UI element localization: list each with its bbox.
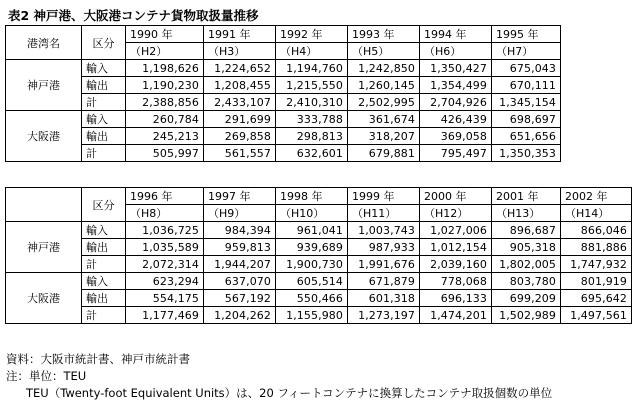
table-title: 表2 神戸港、大阪港コンテナ貨物取扱量推移: [8, 8, 259, 23]
value-cell: 369,058: [420, 128, 492, 145]
source-note: 資料：大阪市統計書、神戸市統計書: [6, 352, 190, 366]
value-cell: 939,689: [276, 239, 348, 256]
cargo-table-1990-1995: [5, 25, 561, 162]
table-row: [6, 77, 561, 94]
era-header: （H3）: [204, 43, 276, 60]
value-cell: 1,215,550: [276, 77, 348, 94]
header-port: 港湾名: [6, 26, 82, 60]
kind-cell: 輸入: [82, 60, 126, 77]
table-row: [6, 273, 632, 290]
value-cell: 1,242,850: [348, 60, 420, 77]
table-row: [6, 290, 632, 307]
value-cell: 1,350,353: [492, 145, 561, 162]
notes: [6, 351, 552, 402]
value-cell: 1,991,676: [348, 256, 420, 273]
teu-note: TEU（Twenty-foot Equivalent Units）は、20 フィートコンテナに換算したコンテナ取扱個数の単位: [26, 386, 553, 400]
value-cell: 567,192: [204, 290, 276, 307]
value-cell: 679,881: [348, 145, 420, 162]
value-cell: 1,802,005: [492, 256, 561, 273]
kind-cell: 輸出: [82, 128, 126, 145]
value-cell: 866,046: [561, 222, 632, 239]
value-cell: 1,474,201: [420, 307, 492, 324]
era-header: （H4）: [276, 43, 348, 60]
value-cell: 637,070: [204, 273, 276, 290]
table-row: [6, 111, 561, 128]
port-name-cell: 大阪港: [6, 111, 82, 162]
era-header: （H13）: [492, 205, 561, 222]
kind-cell: 輸入: [82, 222, 126, 239]
unit-note: 注：単位：TEU: [6, 369, 87, 383]
value-cell: 291,699: [204, 111, 276, 128]
value-cell: 1,012,154: [420, 239, 492, 256]
era-header: （H9）: [204, 205, 276, 222]
era-header: （H7）: [492, 43, 561, 60]
value-cell: 987,933: [348, 239, 420, 256]
value-cell: 2,388,856: [126, 94, 204, 111]
kind-cell: 輸出: [82, 77, 126, 94]
era-header: （H6）: [420, 43, 492, 60]
value-cell: 1,224,652: [204, 60, 276, 77]
value-cell: 778,068: [420, 273, 492, 290]
value-cell: 1,944,207: [204, 256, 276, 273]
table-row: [6, 307, 632, 324]
year-header: 1997 年: [204, 188, 276, 205]
era-header: （H10）: [276, 205, 348, 222]
value-cell: 2,433,107: [204, 94, 276, 111]
era-header: （H11）: [348, 205, 420, 222]
value-cell: 1,208,455: [204, 77, 276, 94]
value-cell: 1,194,760: [276, 60, 348, 77]
year-header: 2000 年: [420, 188, 492, 205]
value-cell: 1,204,262: [204, 307, 276, 324]
header-blank: [6, 188, 82, 222]
port-name-cell: 大阪港: [6, 273, 82, 324]
value-cell: 1,345,154: [492, 94, 561, 111]
value-cell: 269,858: [204, 128, 276, 145]
value-cell: 1,273,197: [348, 307, 420, 324]
table-row: [6, 60, 561, 77]
year-header: 1994 年: [420, 26, 492, 43]
value-cell: 905,318: [492, 239, 561, 256]
value-cell: 696,133: [420, 290, 492, 307]
value-cell: 1,035,589: [126, 239, 204, 256]
value-cell: 803,780: [492, 273, 561, 290]
value-cell: 554,175: [126, 290, 204, 307]
value-cell: 1,747,932: [561, 256, 632, 273]
kind-cell: 計: [82, 94, 126, 111]
value-cell: 1,900,730: [276, 256, 348, 273]
value-cell: 361,674: [348, 111, 420, 128]
port-name-cell: 神戸港: [6, 60, 82, 111]
value-cell: 605,514: [276, 273, 348, 290]
value-cell: 298,813: [276, 128, 348, 145]
year-header: 1995 年: [492, 26, 561, 43]
value-cell: 1,190,230: [126, 77, 204, 94]
value-cell: 550,466: [276, 290, 348, 307]
kind-cell: 輸出: [82, 290, 126, 307]
value-cell: 2,410,310: [276, 94, 348, 111]
header-kind: 区分: [82, 26, 126, 60]
table-row: [6, 145, 561, 162]
value-cell: 961,041: [276, 222, 348, 239]
value-cell: 1,003,743: [348, 222, 420, 239]
cargo-table-1996-2002: [5, 187, 632, 324]
year-header: 1990 年: [126, 26, 204, 43]
value-cell: 333,788: [276, 111, 348, 128]
year-header: 1991 年: [204, 26, 276, 43]
value-cell: 1,155,980: [276, 307, 348, 324]
value-cell: 601,318: [348, 290, 420, 307]
value-cell: 795,497: [420, 145, 492, 162]
era-header: （H8）: [126, 205, 204, 222]
value-cell: 623,294: [126, 273, 204, 290]
value-cell: 2,039,160: [420, 256, 492, 273]
table-row: [6, 222, 632, 239]
kind-cell: 計: [82, 145, 126, 162]
value-cell: 670,111: [492, 77, 561, 94]
year-header: 1996 年: [126, 188, 204, 205]
kind-cell: 輸入: [82, 273, 126, 290]
value-cell: 1,198,626: [126, 60, 204, 77]
value-cell: 1,350,427: [420, 60, 492, 77]
kind-cell: 計: [82, 256, 126, 273]
value-cell: 675,043: [492, 60, 561, 77]
port-name-cell: 神戸港: [6, 222, 82, 273]
kind-cell: 計: [82, 307, 126, 324]
table-row: [6, 94, 561, 111]
year-header: 1992 年: [276, 26, 348, 43]
value-cell: 896,687: [492, 222, 561, 239]
value-cell: 632,601: [276, 145, 348, 162]
value-cell: 426,439: [420, 111, 492, 128]
value-cell: 671,879: [348, 273, 420, 290]
value-cell: 1,497,561: [561, 307, 632, 324]
header-kind: 区分: [82, 188, 126, 222]
value-cell: 1,177,469: [126, 307, 204, 324]
year-header: 1999 年: [348, 188, 420, 205]
table-row: [6, 256, 632, 273]
era-header: （H2）: [126, 43, 204, 60]
value-cell: 318,207: [348, 128, 420, 145]
era-header: （H14）: [561, 205, 632, 222]
value-cell: 2,502,995: [348, 94, 420, 111]
value-cell: 699,209: [492, 290, 561, 307]
year-header: 2002 年: [561, 188, 632, 205]
value-cell: 695,642: [561, 290, 632, 307]
value-cell: 959,813: [204, 239, 276, 256]
value-cell: 2,704,926: [420, 94, 492, 111]
era-header: （H5）: [348, 43, 420, 60]
year-header: 1998 年: [276, 188, 348, 205]
value-cell: 1,036,725: [126, 222, 204, 239]
value-cell: 651,656: [492, 128, 561, 145]
kind-cell: 輸出: [82, 239, 126, 256]
value-cell: 1,260,145: [348, 77, 420, 94]
year-header: 1993 年: [348, 26, 420, 43]
value-cell: 1,354,499: [420, 77, 492, 94]
value-cell: 984,394: [204, 222, 276, 239]
value-cell: 698,697: [492, 111, 561, 128]
value-cell: 2,072,314: [126, 256, 204, 273]
value-cell: 1,027,006: [420, 222, 492, 239]
table-row: [6, 128, 561, 145]
table-row: [6, 239, 632, 256]
year-header: 2001 年: [492, 188, 561, 205]
value-cell: 561,557: [204, 145, 276, 162]
kind-cell: 輸入: [82, 111, 126, 128]
value-cell: 801,919: [561, 273, 632, 290]
era-header: （H12）: [420, 205, 492, 222]
value-cell: 245,213: [126, 128, 204, 145]
value-cell: 505,997: [126, 145, 204, 162]
value-cell: 260,784: [126, 111, 204, 128]
value-cell: 881,886: [561, 239, 632, 256]
value-cell: 1,502,989: [492, 307, 561, 324]
